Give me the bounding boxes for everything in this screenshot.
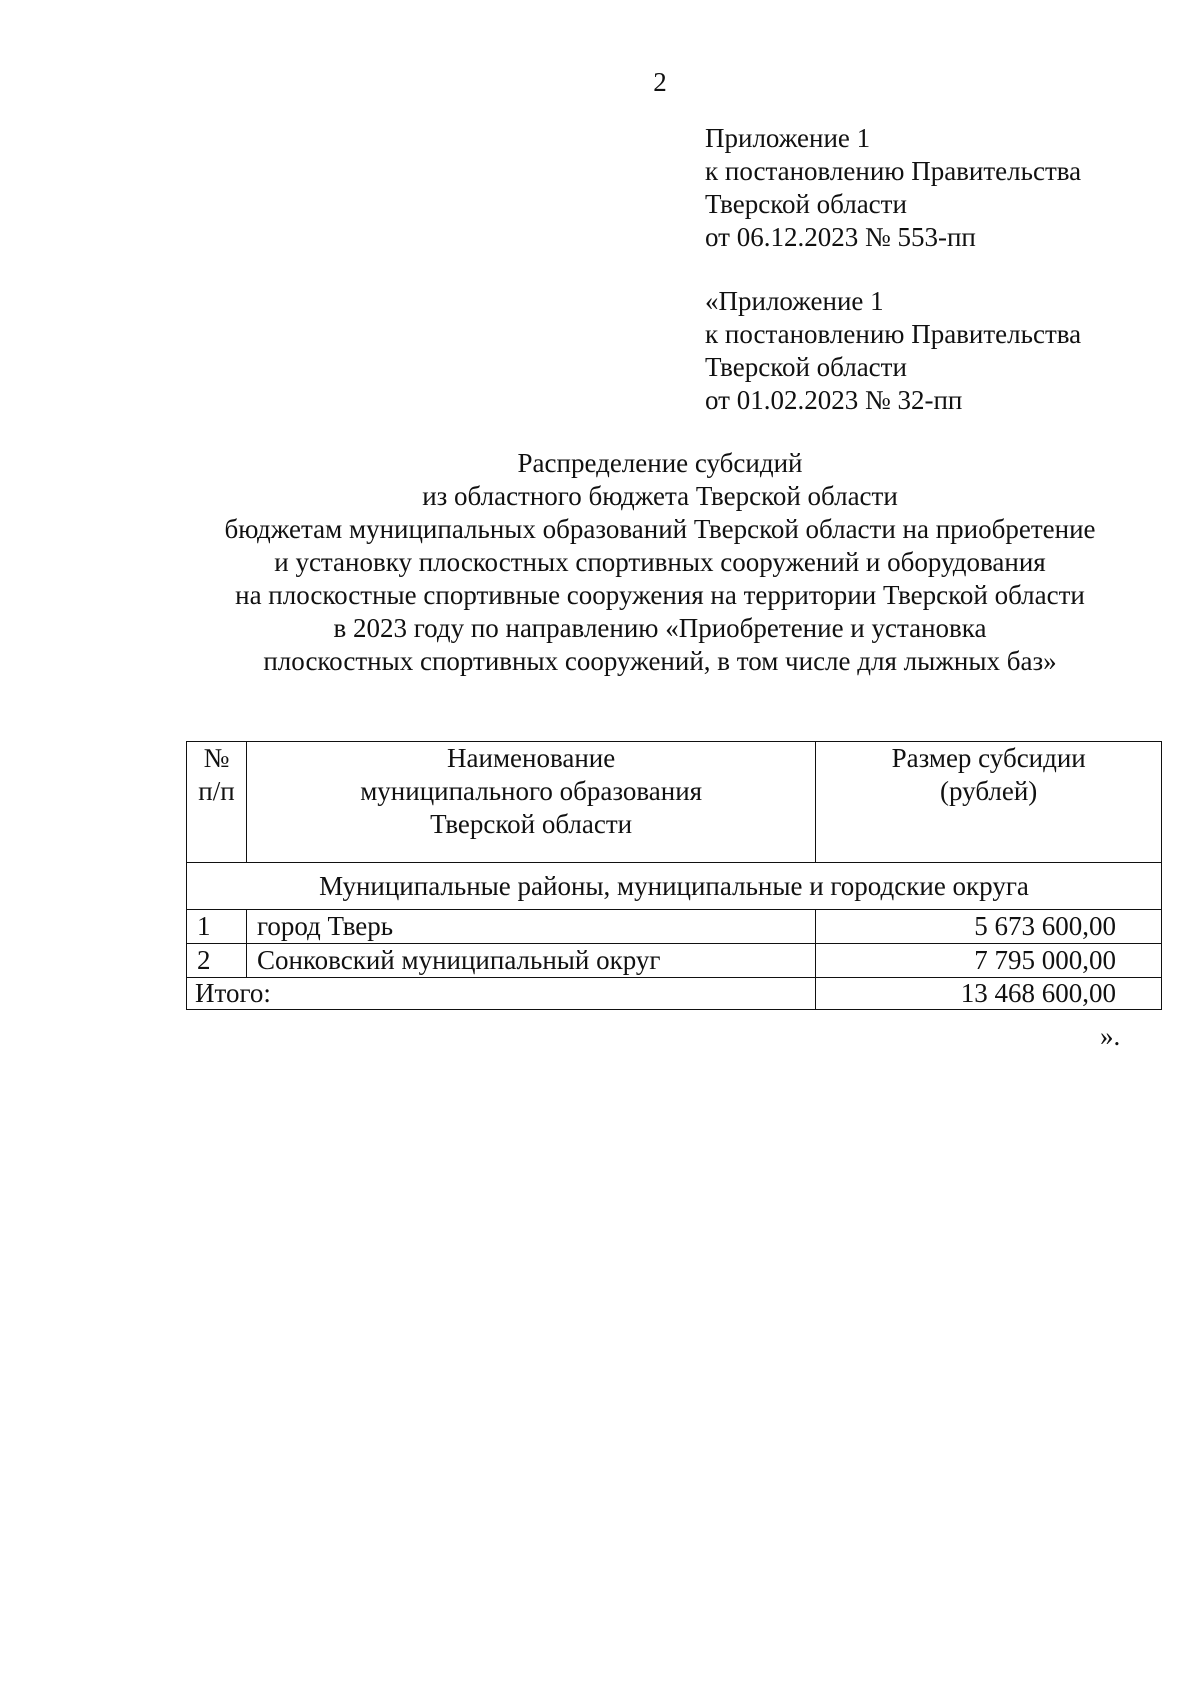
appendix-current-line: Приложение 1 <box>705 123 871 153</box>
row-amount: 5 673 600,00 <box>816 910 1162 944</box>
header-num-line: № <box>203 743 230 773</box>
appendix-previous-block <box>705 285 1081 417</box>
title-line: бюджетам муниципальных образований Тверской области на приобретение <box>224 514 1096 544</box>
title-line: в 2023 году по направлению «Приобретение и установка <box>333 613 987 643</box>
header-num-line: п/п <box>198 776 235 806</box>
header-amount-line: (рублей) <box>940 776 1038 806</box>
row-name: Сонковский муниципальный округ <box>246 944 815 978</box>
header-amount-line: Размер субсидии <box>891 743 1086 773</box>
row-name: город Тверь <box>246 910 815 944</box>
title-line: и установку плоскостных спортивных сооружений и оборудования <box>274 547 1046 577</box>
document-title <box>150 447 1170 678</box>
title-line: плоскостных спортивных сооружений, в том числе для лыжных баз» <box>263 646 1057 676</box>
table-section-row <box>187 863 1162 910</box>
header-name <box>246 742 815 863</box>
row-num: 2 <box>187 944 247 978</box>
table-row <box>187 910 1162 944</box>
table-row <box>187 944 1162 978</box>
title-line: Распределение субсидий <box>517 448 803 478</box>
appendix-previous-line: к постановлению Правительства <box>705 319 1082 349</box>
total-label: Итого: <box>187 978 816 1010</box>
page-number: 2 <box>653 67 667 97</box>
appendix-previous-line: Тверской области <box>705 352 907 382</box>
appendix-previous-line: «Приложение 1 <box>705 286 884 316</box>
appendix-current-block <box>705 122 1081 254</box>
header-name-line: Тверской области <box>430 809 633 839</box>
row-amount: 7 795 000,00 <box>816 944 1162 978</box>
header-name-line: муниципального образования <box>360 776 703 806</box>
subsidy-table <box>186 741 1162 1010</box>
appendix-current-line: Тверской области <box>705 189 907 219</box>
table-header-row <box>187 742 1162 863</box>
title-line: на плоскостные спортивные сооружения на территории Тверской области <box>235 580 1085 610</box>
appendix-current-line: от 06.12.2023 № 553-пп <box>705 222 976 252</box>
row-num: 1 <box>187 910 247 944</box>
table-total-row <box>187 978 1162 1010</box>
closing-quote-mark: ». <box>1100 1021 1121 1051</box>
section-label: Муниципальные районы, муниципальные и городские округа <box>187 863 1162 910</box>
header-name-line: Наименование <box>447 743 616 773</box>
header-amount <box>816 742 1162 863</box>
appendix-current-line: к постановлению Правительства <box>705 156 1082 186</box>
title-line: из областного бюджета Тверской области <box>422 481 898 511</box>
header-num <box>187 742 247 863</box>
total-amount: 13 468 600,00 <box>816 978 1162 1010</box>
appendix-previous-line: от 01.02.2023 № 32-пп <box>705 385 963 415</box>
